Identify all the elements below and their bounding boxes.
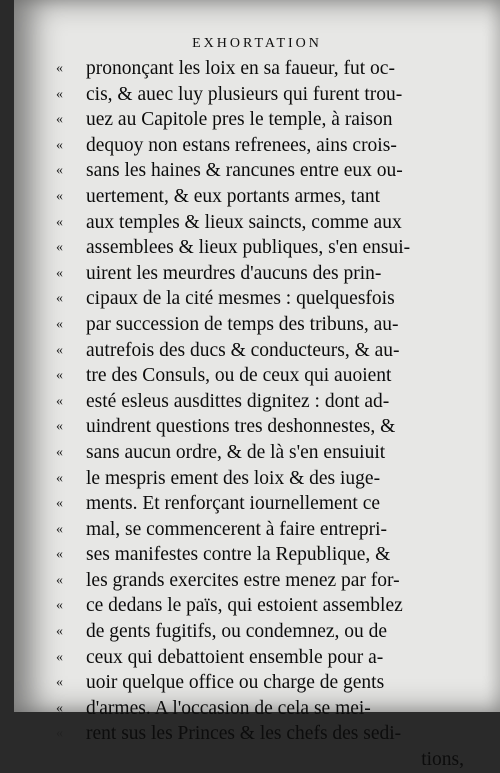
- quotation-mark: «: [56, 624, 63, 640]
- text-line: [56, 491, 466, 517]
- text-line: [56, 721, 466, 747]
- quotation-mark: «: [56, 675, 63, 691]
- quotation-mark: «: [56, 521, 63, 537]
- line-text: dequoy non estans refrenees, ains crois-: [86, 134, 397, 156]
- text-line: [56, 696, 466, 722]
- quotation-mark: «: [56, 163, 63, 179]
- text-line: [56, 261, 466, 287]
- quotation-mark: «: [56, 470, 63, 486]
- text-line: [56, 670, 466, 696]
- text-line: [56, 619, 466, 645]
- line-text: assemblees & lieux publiques, s'en ensui-: [86, 237, 411, 259]
- quotation-mark: «: [56, 342, 63, 358]
- quotation-mark: «: [56, 598, 63, 614]
- line-text: les grands exercites estre menez par for-: [86, 569, 400, 591]
- text-line: [56, 568, 466, 594]
- text-line: [56, 466, 466, 492]
- quotation-mark: «: [56, 444, 63, 460]
- quotation-mark: «: [56, 547, 63, 563]
- quotation-mark: «: [56, 61, 63, 76]
- catchword: tions,: [421, 749, 464, 771]
- quotation-mark: «: [56, 214, 63, 230]
- quotation-mark: «: [56, 393, 63, 409]
- text-line: [56, 517, 466, 543]
- body-text: [56, 56, 466, 773]
- line-text: ce dedans le païs, qui estoient assemblez: [86, 595, 403, 617]
- text-line: [56, 440, 466, 466]
- line-text: uindrent questions tres deshonnestes, &: [86, 416, 396, 438]
- quotation-mark: «: [56, 496, 63, 512]
- quotation-mark: «: [56, 240, 63, 256]
- line-text: par succession de temps des tribuns, au-: [86, 313, 399, 335]
- line-text: ses manifestes contre la Republique, &: [86, 544, 391, 566]
- line-text: prononçant les loix en sa faueur, fut oc-: [86, 58, 395, 79]
- quotation-mark: «: [56, 368, 63, 384]
- text-line: [56, 542, 466, 568]
- line-text: tre des Consuls, ou de ceux qui auoient: [86, 365, 392, 387]
- line-text: uoir quelque office ou charge de gents: [86, 672, 385, 694]
- text-line: [56, 414, 466, 440]
- line-text: uirent les meurdres d'aucuns des prin-: [86, 262, 382, 284]
- line-text: sans les haines & rancunes entre eux ou-: [86, 160, 403, 182]
- text-line: [56, 82, 466, 108]
- quotation-mark: «: [56, 188, 63, 204]
- text-line: [56, 56, 466, 82]
- quotation-mark: «: [56, 265, 63, 281]
- line-text: rent sus les Princes & les chefs des sedi-: [86, 723, 402, 745]
- text-line: [56, 645, 466, 671]
- line-text: sans aucun ordre, & de là s'en ensuiuit: [86, 441, 386, 463]
- line-text: d'armes. A l'occasion de cela se mei-: [86, 697, 371, 719]
- text-line: [56, 286, 466, 312]
- quotation-mark: «: [56, 86, 63, 102]
- line-text: mal, se commencerent à faire entrepri-: [86, 518, 388, 540]
- line-text: uertement, & eux portants armes, tant: [86, 185, 381, 207]
- quotation-mark: «: [56, 291, 63, 307]
- book-page: [14, 0, 500, 771]
- line-text: cis, & auec luy plusieurs qui furent trou-: [86, 83, 403, 105]
- quotation-mark: «: [56, 112, 63, 128]
- line-text: ments. Et renforçant iournellement ce: [86, 493, 381, 515]
- quotation-mark: «: [56, 137, 63, 153]
- line-text: autrefois des ducs & conducteurs, & au-: [86, 339, 400, 361]
- text-line: [56, 158, 466, 184]
- line-text: cipaux de la cité mesmes : quelquesfois: [86, 288, 395, 310]
- quotation-mark: «: [56, 316, 63, 332]
- quotation-mark: «: [56, 572, 63, 588]
- line-text: ceux qui debattoient ensemble pour a-: [86, 646, 384, 668]
- quotation-mark: «: [56, 700, 63, 716]
- line-text: esté esleus ausdittes dignitez : dont ad-: [86, 390, 390, 412]
- text-line: [56, 363, 466, 389]
- quotation-mark: «: [56, 419, 63, 435]
- line-text: aux temples & lieux saincts, comme aux: [86, 211, 402, 233]
- quotation-mark: «: [56, 649, 63, 665]
- text-line: [56, 593, 466, 619]
- text-line: [56, 235, 466, 261]
- line-text: le mespris ement des loix & des iuge-: [86, 467, 381, 489]
- text-line: [56, 210, 466, 236]
- text-line: [56, 133, 466, 159]
- line-text: de gents fugitifs, ou condemnez, ou de: [86, 621, 388, 643]
- running-header: EXHORTATION: [192, 36, 322, 51]
- line-text: uez au Capitole pres le temple, à raison: [86, 109, 393, 131]
- quotation-mark: «: [56, 726, 63, 742]
- text-line: [56, 338, 466, 364]
- text-line: [56, 184, 466, 210]
- text-line: [56, 107, 466, 133]
- text-line: [56, 389, 466, 415]
- text-line: [56, 312, 466, 338]
